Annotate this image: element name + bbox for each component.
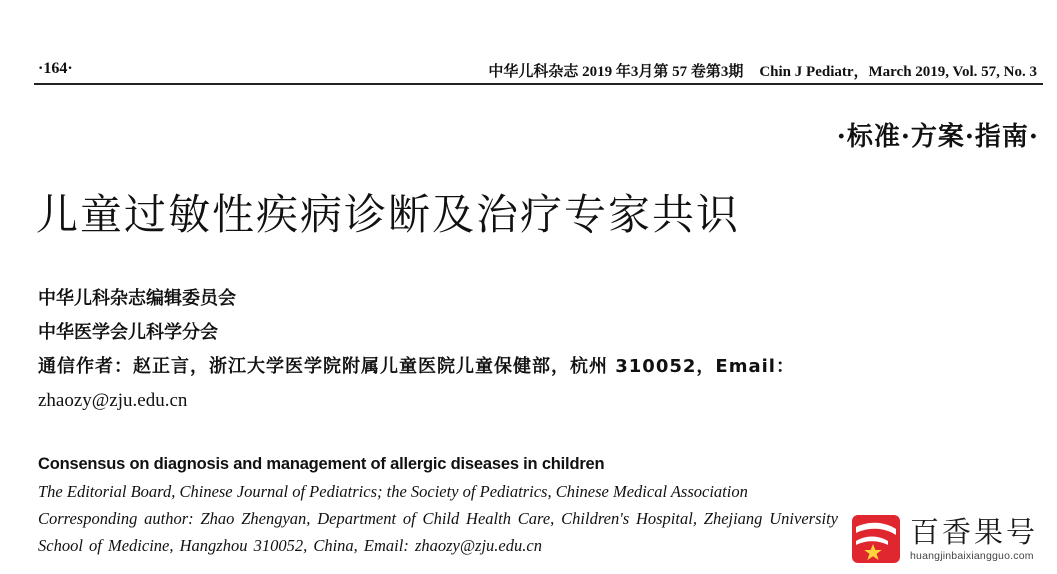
watermark-name: 百香果号	[910, 515, 1039, 549]
section-label: ·标准·方案·指南·	[836, 122, 1039, 152]
page-number: ·164·	[38, 60, 73, 77]
english-corresponding: Corresponding author: Zhao Zhengyan, Department of Child Health Care, Children's Hospital, Zhejiang University School of Medicine, Hangzhou 310052, China, Email: zhaozy@zju.edu.cn	[38, 509, 838, 555]
corresponding-author: 通信作者：赵正言，浙江大学医学院附属儿童医院儿童保健部，杭州 310052，Email：	[38, 356, 795, 377]
corresponding-email: zhaozy@zju.edu.cn	[38, 390, 188, 411]
english-block	[38, 451, 838, 559]
journal-citation-en: Chin J Pediatr，March 2019, Vol. 57, No. 3	[759, 64, 1037, 80]
watermark-url: huangjinbaixiangguo.com	[910, 550, 1034, 562]
english-title: Consensus on diagnosis and management of allergic diseases in children	[38, 455, 605, 473]
passion-fruit-logo-icon	[852, 515, 900, 563]
author-org-2: 中华医学会儿科学分会	[38, 322, 218, 343]
watermark-logo	[852, 515, 1052, 571]
header-rule	[34, 83, 1043, 85]
author-block	[38, 282, 868, 418]
article-title: 儿童过敏性疾病诊断及治疗专家共识	[36, 190, 741, 239]
journal-citation-cn: 中华儿科杂志 2019 年3月第 57 卷第3期	[488, 64, 744, 80]
author-org-1: 中华儿科杂志编辑委员会	[38, 288, 236, 309]
english-authors: The Editorial Board, Chinese Journal of Pediatrics; the Society of Pediatrics, Chinese Medical Association	[38, 482, 748, 501]
journal-citation	[488, 60, 1037, 81]
